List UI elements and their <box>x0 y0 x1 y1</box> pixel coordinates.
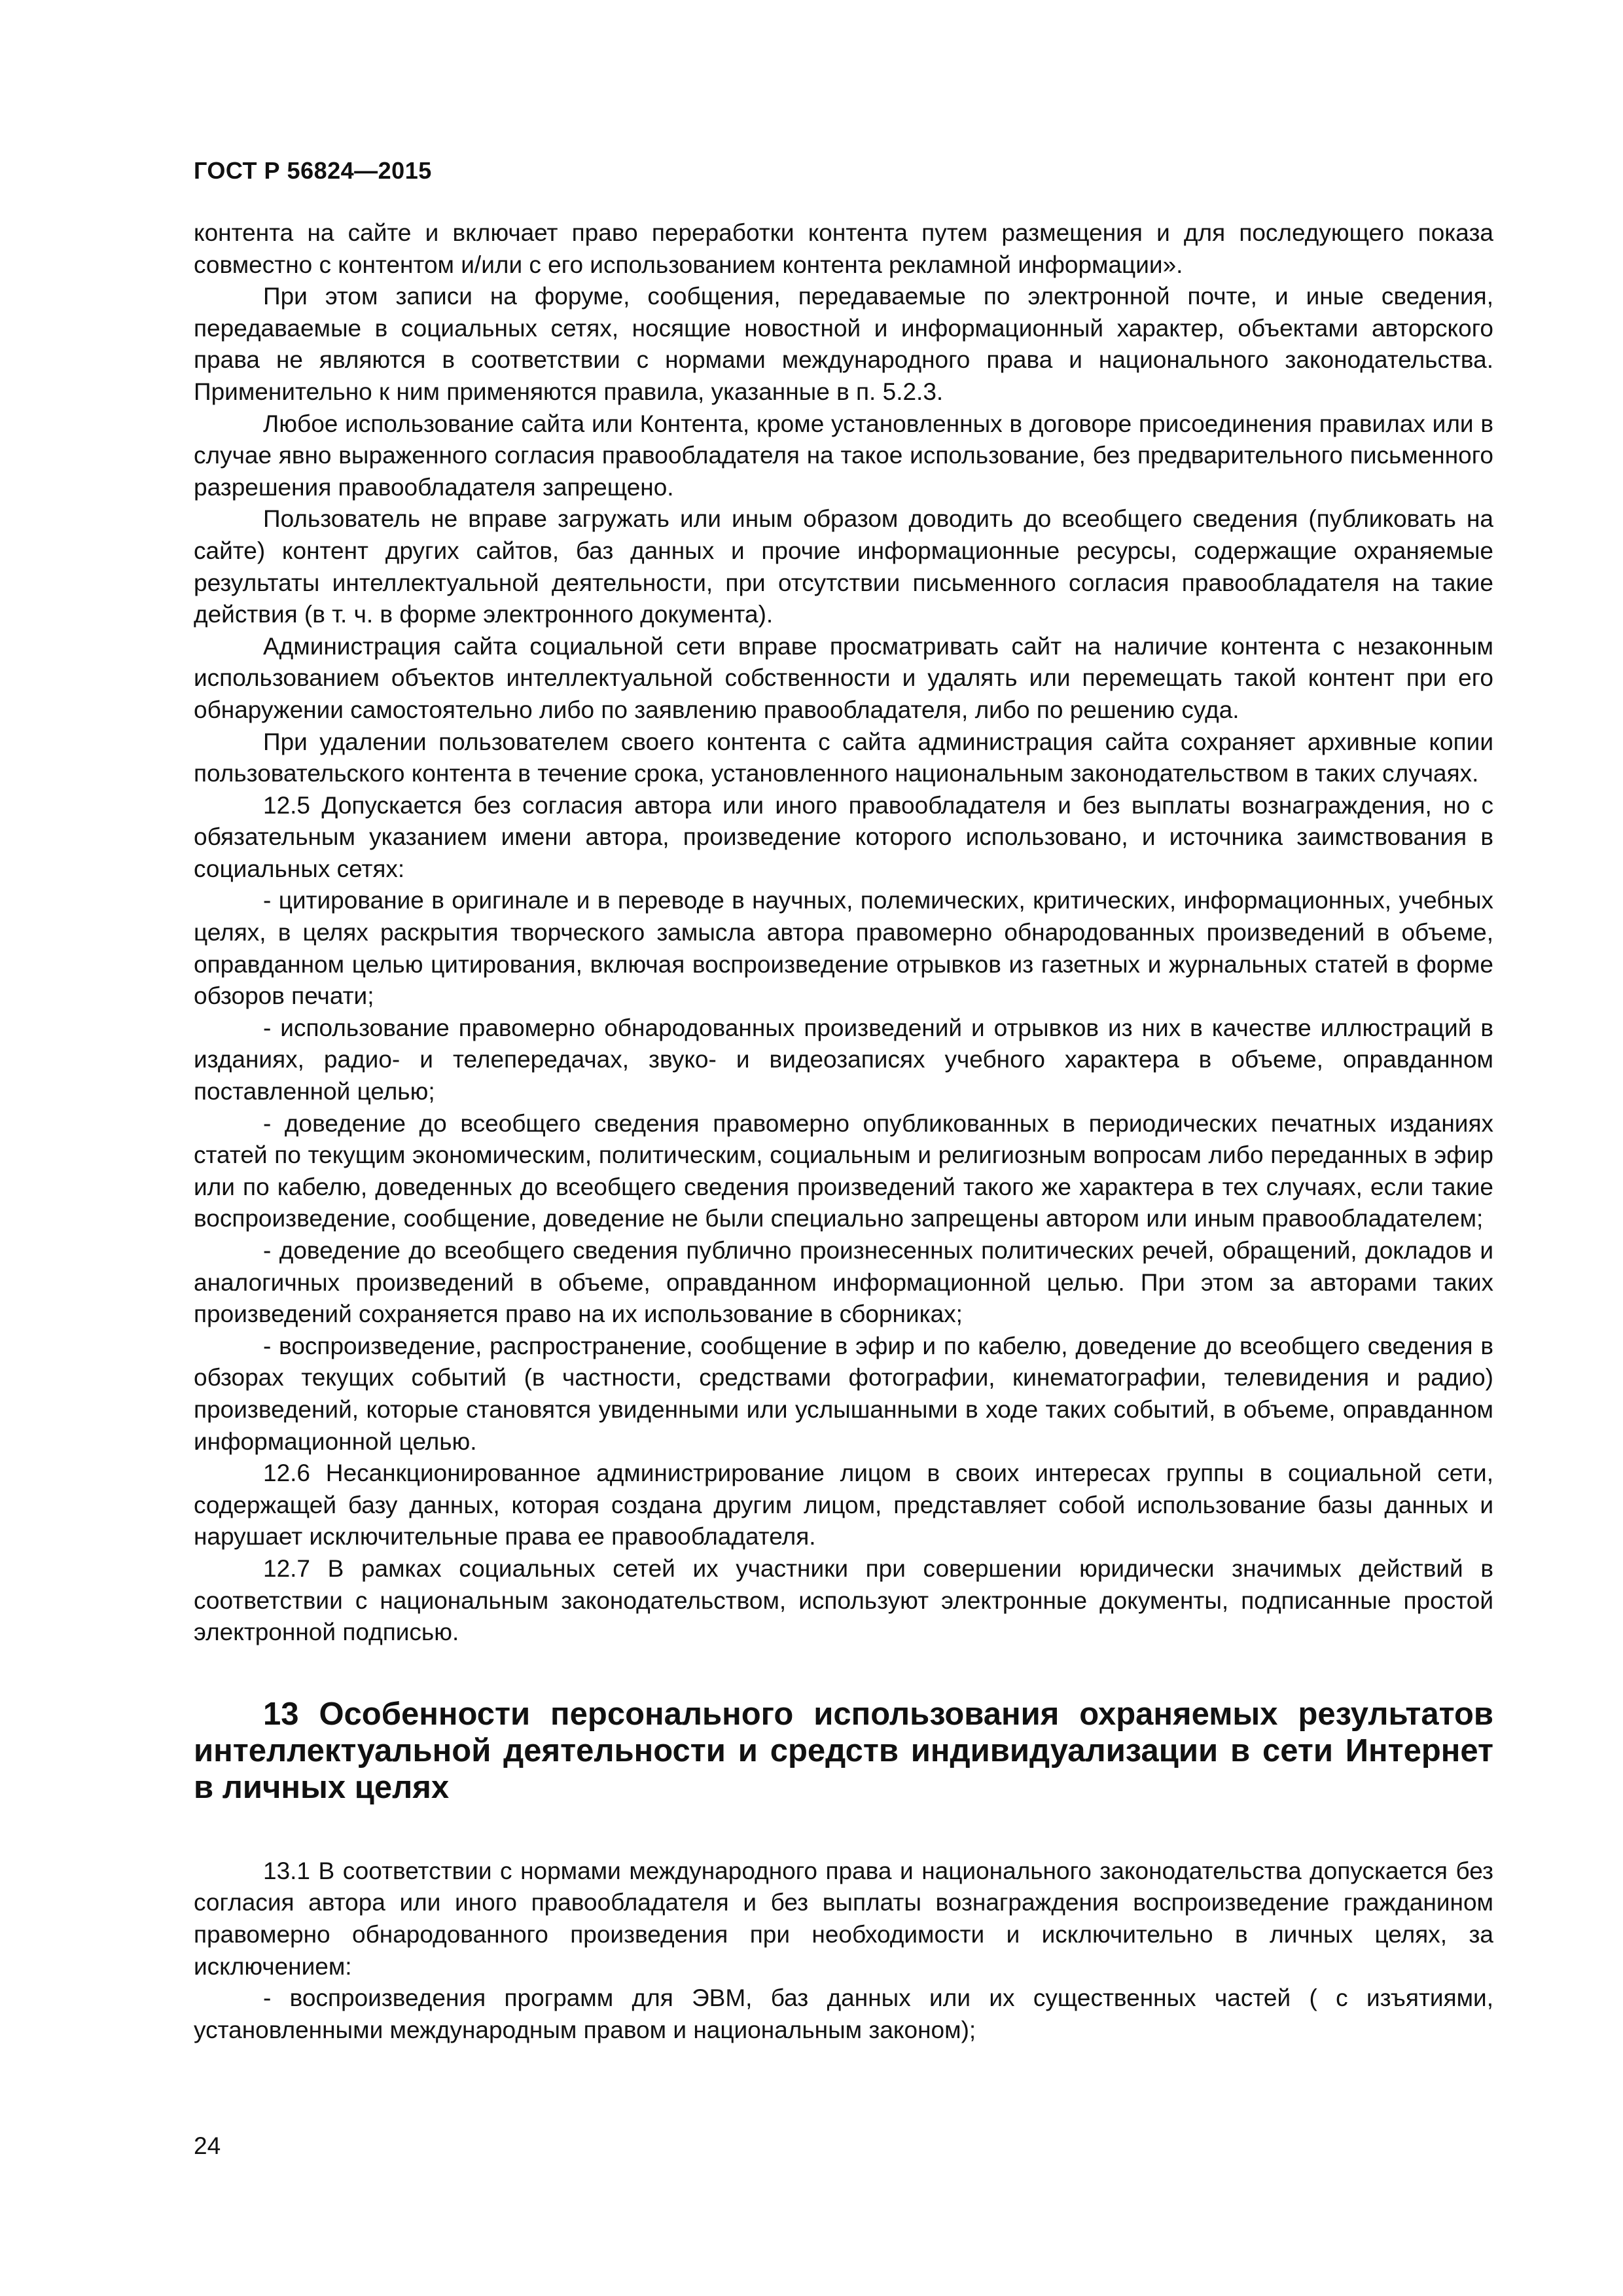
page-body <box>194 217 1493 2046</box>
clause-13-1: 13.1 В соответствии с нормами международного права и национального законодательства допускается без согласия автора или иного правообладателя и без выплаты вознаграждения воспроизведение гражданином правомерно обнародованного произведения при необходимости и исключительно в личных целях, за исключением: <box>194 1857 1493 1980</box>
list-item: - доведение до всеобщего сведения публично произнесенных политических речей, обращений, докладов и аналогичных произведений в объеме, оправданном информационной целью. При этом за авторами таких произведений сохраняется право на их использование в сборниках; <box>194 1237 1493 1328</box>
document-header: ГОСТ Р 56824—2015 <box>194 157 432 184</box>
list-item: - воспроизведения программ для ЭВМ, баз данных или их существенных частей ( с изъятиями, установленными международным правом и национальным законом); <box>194 1984 1493 2043</box>
paragraph: Любое использование сайта или Контента, кроме установленных в договоре присоединения правилах или в случае явно выраженного согласия правообладателя на такое использование, без предварительного письменного разрешения правообладателя запрещено. <box>194 410 1493 501</box>
paragraph: При удалении пользователем своего контента с сайта администрация сайта сохраняет архивные копии пользовательского контента в течение срока, установленного национальным законодательством в таких случаях. <box>194 728 1493 787</box>
paragraph-continued: контента на сайте и включает право переработки контента путем размещения и для последующего показа совместно с контентом и/или с его использованием контента рекламной информации». <box>194 219 1493 278</box>
list-item: - доведение до всеобщего сведения правомерно опубликованных в периодических печатных изданиях статей по текущим экономическим, политическим, социальным и религиозным вопросам либо переданных в эфир или по кабелю, доведенных до всеобщего сведения произведений такого же характера в тех случаях, если такие воспроизведение, сообщение, доведение не были специально запрещены автором или иным правообладателем; <box>194 1109 1493 1232</box>
paragraph: Пользователь не вправе загружать или иным образом доводить до всеобщего сведения (публиковать на сайте) контент других сайтов, баз данных и прочие информационные ресурсы, содержащие охраняемые результаты интеллектуальной деятельности, при отсутствии письменного согласия правообладателя на такие действия (в т. ч. в форме электронного документа). <box>194 505 1493 628</box>
paragraph: Администрация сайта социальной сети вправе просматривать сайт на наличие контента с незаконным использованием объектов интеллектуальной собственности и удалять или перемещать такой контент при его обнаружении самостоятельно либо по заявлению правообладателя, либо по решению суда. <box>194 632 1493 723</box>
list-item: - цитирование в оригинале и в переводе в научных, полемических, критических, информационных, учебных целях, в целях раскрытия творческого замысла автора правомерно обнародованных произведений в объеме, оправданном целью цитирования, включая воспроизведение отрывков из газетных и журнальных статей в форме обзоров печати; <box>194 887 1493 1010</box>
clause-12-5: 12.5 Допускается без согласия автора или иного правообладателя и без выплаты вознаграждения, но с обязательным указанием имени автора, произведение которого использовано, и источника заимствования в социальных сетях: <box>194 791 1493 882</box>
paragraph: При этом записи на форуме, сообщения, передаваемые по электронной почте, и иные сведения, передаваемые в социальных сетях, носящие новостной и информационный характер, объектами авторского права не являются в соответствии с нормами международного права и национального законодательства. Применительно к ним применяются правила, указанные в п. 5.2.3. <box>194 283 1493 405</box>
page-number: 24 <box>194 2132 221 2159</box>
clause-12-6: 12.6 Несанкционированное администрирование лицом в своих интересах группы в социальной сети, содержащей базу данных, которая создана другим лицом, представляет собой использование базы данных и нарушает исключительные права ее правообладателя. <box>194 1460 1493 1551</box>
clause-12-7: 12.7 В рамках социальных сетей их участники при совершении юридически значимых действий в соответствии с национальным законодательством, используют электронные документы, подписанные простой электронной подписью. <box>194 1554 1493 1646</box>
list-item: - воспроизведение, распространение, сообщение в эфир и по кабелю, доведение до всеобщего сведения в обзорах текущих событий (в частности, средствами фотографии, кинематографии, телевидения и радио) произведений, которые становятся увиденными или услышанными в ходе таких событий, в объеме, оправданном информационной целью. <box>194 1332 1493 1455</box>
section-heading: 13 Особенности персонального использования охраняемых результатов интеллектуальной деятельности и средств индивидуализации в сети Интернет в личных целях <box>194 1696 1493 1805</box>
list-item: - использование правомерно обнародованных произведений и отрывков из них в качестве иллюстраций в изданиях, радио- и телепередачах, звуко- и видеозаписях учебного характера в объеме, оправданном поставленной целью; <box>194 1014 1493 1105</box>
